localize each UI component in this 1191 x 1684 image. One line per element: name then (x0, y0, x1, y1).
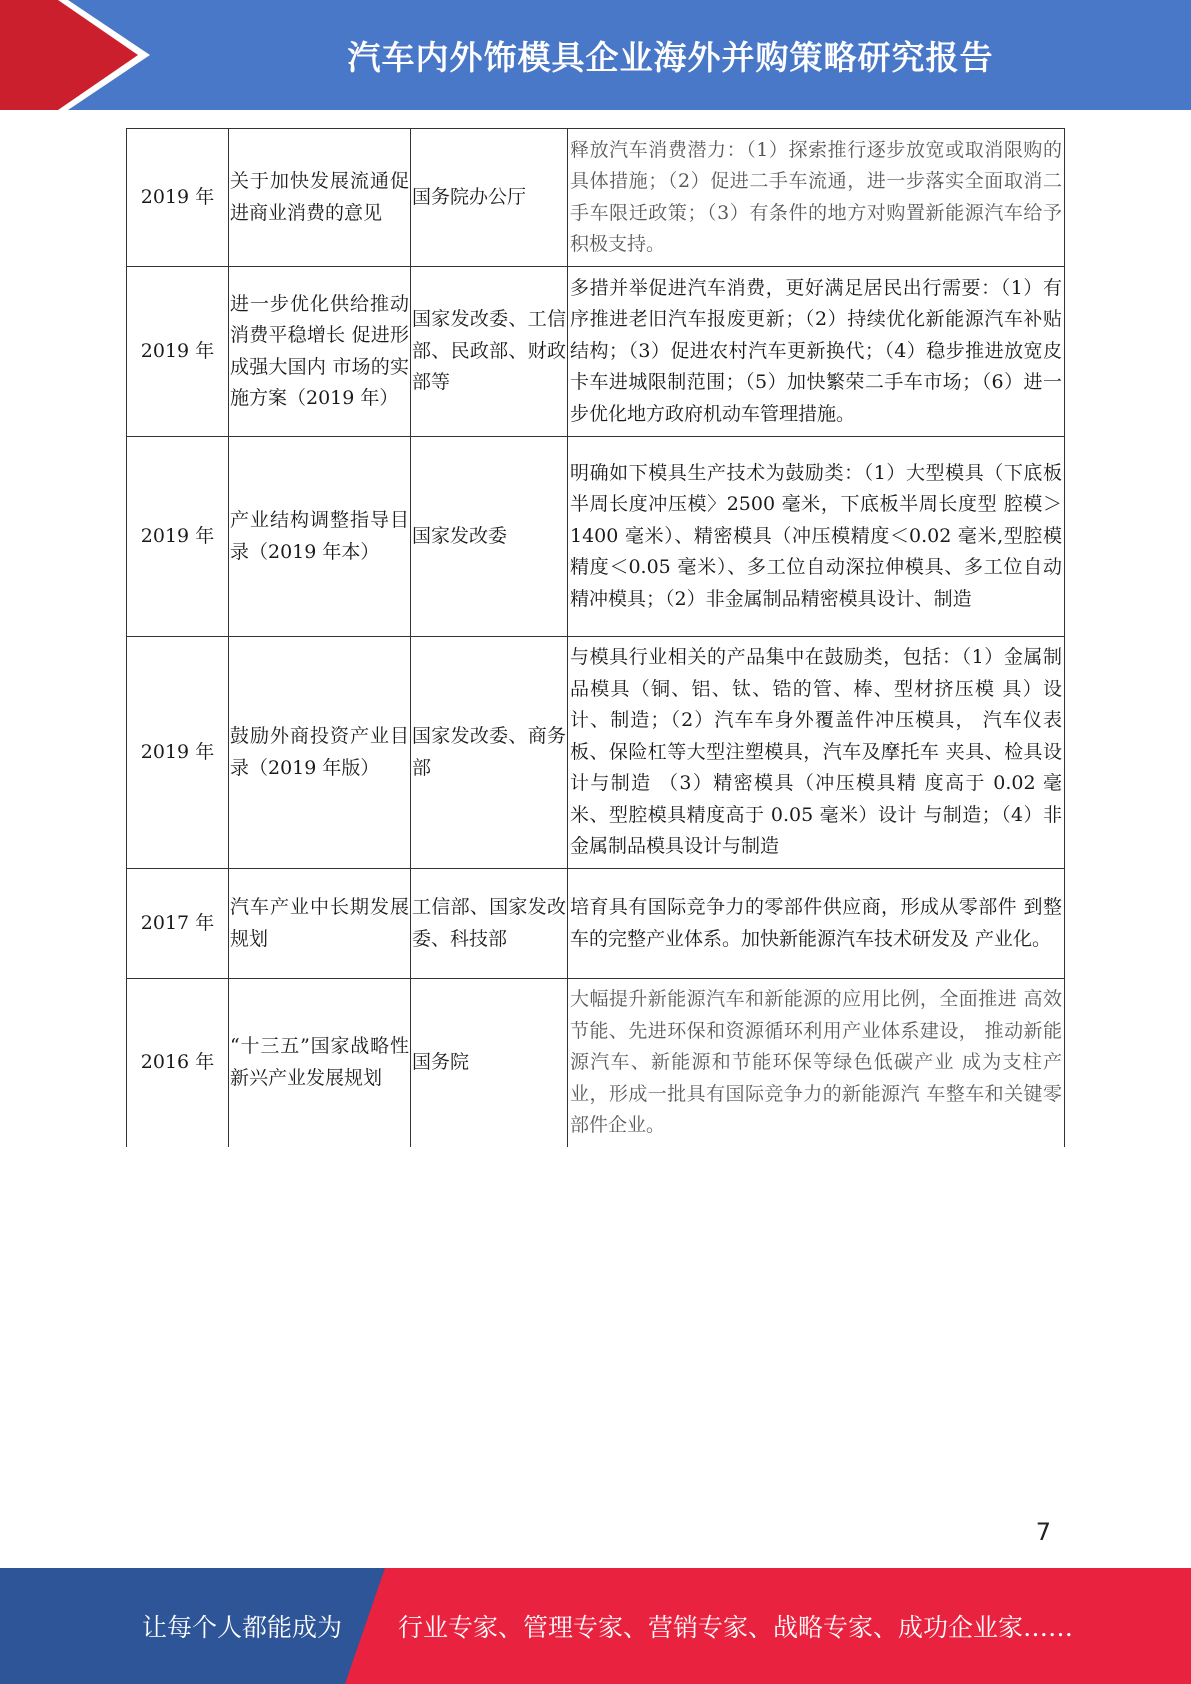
policy-content-cell: 多措并举促进汽车消费，更好满足居民出行需要：（1）有序推进老旧汽车报废更新；（2）持续优化新能源汽车补贴结构；（3）促进农村汽车更新换代；（4）稳步推进放宽皮卡车进城限制范围；（5）加快繁荣二手车市场；（6）进一步优化地方政府机动车管理措施。 (568, 267, 1065, 437)
page-header (0, 0, 1191, 110)
table-row (127, 437, 1065, 637)
policy-table (126, 128, 1065, 1147)
report-title: 汽车内外饰模具企业海外并购策略研究报告 (347, 37, 994, 77)
department-cell: 国家发改委 (411, 437, 568, 637)
page-number: 7 (1035, 1518, 1051, 1546)
policy-name-cell: 进一步优化供给推动消费平稳增长 促进形成强大国内 市场的实施方案（2019 年） (229, 267, 411, 437)
footer-slogan-right: 行业专家、管理专家、营销专家、战略专家、成功企业家…… (398, 1613, 1074, 1642)
policy-content-cell: 明确如下模具生产技术为鼓励类：（1）大型模具（下底板半周长度冲压模〉2500 毫米，下底板半周长度型 腔模＞1400 毫米）、精密模具（冲压模精度＜0.02 毫米,型腔模精度＜0.05 毫米）、多工位自动深拉伸模具、多工位自动精冲模具；（2）非金属制品精密模具设计、制造 (568, 437, 1065, 637)
footer-slogan-left: 让每个人都能成为 (142, 1613, 343, 1642)
year-cell: 2017 年 (127, 869, 229, 979)
department-cell: 国家发改委、商务部 (411, 637, 568, 869)
policy-name-cell: 产业结构调整指导目录（2019 年本） (229, 437, 411, 637)
department-cell: 国务院办公厅 (411, 129, 568, 267)
policy-name-cell: 关于加快发展流通促进商业消费的意见 (229, 129, 411, 267)
policy-content-cell: 释放汽车消费潜力：（1）探索推行逐步放宽或取消限购的具体措施；（2）促进二手车流通，进一步落实全面取消二手车限迁政策；（3）有条件的地方对购置新能源汽车给予积极支持。 (568, 129, 1065, 267)
department-cell: 工信部、国家发改委、科技部 (411, 869, 568, 979)
policy-name-cell: 汽车产业中长期发展规划 (229, 869, 411, 979)
year-cell: 2016 年 (127, 979, 229, 1147)
policy-content-cell: 培育具有国际竞争力的零部件供应商，形成从零部件 到整车的完整产业体系。加快新能源汽车技术研发及 产业化。 (568, 869, 1065, 979)
chevron-arrow-icon (0, 0, 160, 110)
year-cell: 2019 年 (127, 637, 229, 869)
table-row (127, 979, 1065, 1147)
policy-content-cell: 大幅提升新能源汽车和新能源的应用比例，全面推进 高效节能、先进环保和资源循环利用产业体系建设， 推动新能源汽车、新能源和节能环保等绿色低碳产业 成为支柱产业，形成一批具有国际竞争力的新能源汽 车整车和关键零部件企业。 (568, 979, 1065, 1147)
policy-name-cell: 鼓励外商投资产业目录（2019 年版） (229, 637, 411, 869)
page-footer (0, 1568, 1191, 1684)
department-cell: 国务院 (411, 979, 568, 1147)
table-row (127, 869, 1065, 979)
table-row (127, 129, 1065, 267)
table-row (127, 637, 1065, 869)
year-cell: 2019 年 (127, 129, 229, 267)
year-cell: 2019 年 (127, 437, 229, 637)
year-cell: 2019 年 (127, 267, 229, 437)
table-row (127, 267, 1065, 437)
policy-content-cell: 与模具行业相关的产品集中在鼓励类，包括：（1）金属制品模具（铜、铝、钛、锆的管、棒、型材挤压模 具）设计、制造；（2）汽车车身外覆盖件冲压模具， 汽车仪表板、保险杠等大型注塑模具，汽车及摩托车 夹具、检具设计与制造 （3）精密模具（冲压模具精 度高于 0.02 毫米、型腔模具精度高于 0.05 毫米）设计 与制造；（4）非金属制品模具设计与制造 (568, 637, 1065, 869)
policy-name-cell: “十三五”国家战略性新兴产业发展规划 (229, 979, 411, 1147)
department-cell: 国家发改委、工信部、民政部、财政部等 (411, 267, 568, 437)
